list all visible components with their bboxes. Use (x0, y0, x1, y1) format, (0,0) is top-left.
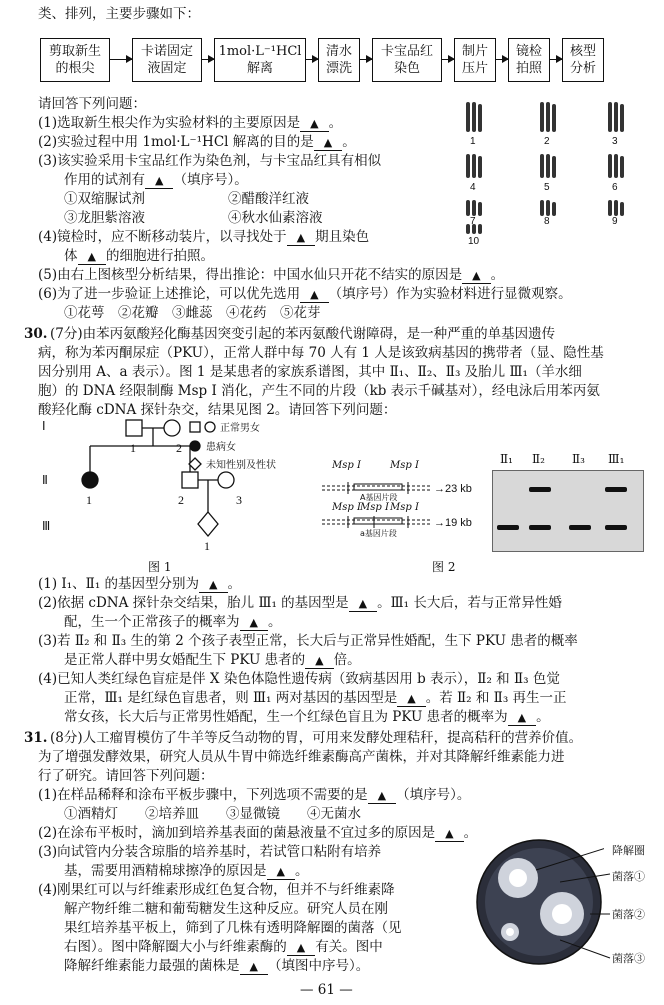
plate-label-zone: 降解圈 (612, 844, 645, 857)
lane-label: Ⅱ₁ (500, 452, 513, 466)
q29-option-3: ③龙胆紫溶液 (64, 210, 145, 226)
generation-label: Ⅱ (42, 473, 48, 487)
individual-id: 2 (178, 493, 184, 507)
q29-prompt: 请回答下列问题： (38, 96, 146, 112)
flow-arrow (360, 59, 372, 60)
gel-band-19kb (497, 525, 519, 530)
answer-blank: ▲ (240, 615, 268, 631)
lane-label: Ⅱ₃ (572, 452, 585, 466)
q29-item-1: (1)选取新生根尖作为实验材料的主要原因是 ▲ 。 (38, 115, 343, 131)
q31-q1: (1)在样品稀释和涂布平板步骤中，下列选项不需要的是 ▲ （填序号）。 (38, 787, 471, 803)
plate-label-colony-3: 菌落③ (612, 952, 645, 965)
chromosome-label: 2 (544, 136, 550, 147)
gel-band-23kb (529, 487, 551, 492)
gel-panel (492, 470, 644, 552)
restriction-map (318, 448, 488, 548)
generation-label: Ⅰ (42, 419, 46, 433)
answer-blank: ▲ (305, 653, 333, 669)
q29-option-1: ①双缩脲试剂 (64, 191, 145, 207)
answer-blank: ▲ (397, 691, 425, 707)
flow-step-7: 镜检 拍照 (508, 38, 550, 82)
gel-band-19kb (569, 525, 591, 530)
pedigree-figure (40, 416, 310, 556)
flow-step-6: 制片 压片 (454, 38, 496, 82)
q31-q4: (4)刚果红可以与纤维素形成红色复合物，但并不与纤维素降 (38, 882, 395, 898)
q31-q3b: 基，需要用酒精棉球擦净的原因是 ▲ 。 (64, 863, 309, 879)
answer-blank: ▲ (287, 940, 315, 956)
individual-id: 1 (86, 493, 92, 507)
answer-blank: ▲ (240, 959, 268, 975)
generation-label: Ⅲ (42, 519, 51, 533)
q30-number: 30. (24, 326, 48, 342)
size-23kb: →23 kb (434, 483, 472, 495)
answer-blank: ▲ (78, 249, 106, 265)
answer-blank: ▲ (314, 135, 342, 151)
q31-q4d: 右图）。图中降解圈大小与纤维素酶的 ▲ 有关。图中 (64, 939, 383, 955)
answer-blank: ▲ (267, 864, 295, 880)
q31-q4b: 解产物纤维二糖和葡萄糖发生这种反应。研究人员在刚 (64, 901, 388, 917)
flow-arrow (442, 59, 454, 60)
answer-blank: ▲ (349, 596, 377, 612)
q31-line-1: (8分)人工瘤胃模仿了牛羊等反刍动物的胃，可用来发酵处理秸秆，提高秸秆的营养价值。 (50, 730, 583, 746)
answer-blank: ▲ (300, 287, 328, 303)
q29-item-2: (2)实验过程中用 1mol·L⁻¹HCl 解离的目的是 ▲ 。 (38, 134, 356, 150)
answer-blank: ▲ (199, 577, 227, 593)
q29-option-2: ②醋酸洋红液 (228, 191, 309, 207)
chromosome-label: 9 (612, 216, 618, 227)
q30-q1: (1) Ⅰ₁、Ⅱ₁ 的基因型分别为 ▲ 。 (38, 576, 242, 592)
chromosome-label: 3 (612, 136, 618, 147)
answer-blank: ▲ (368, 788, 396, 804)
flow-arrow (110, 59, 132, 60)
answer-blank: ▲ (508, 710, 536, 726)
chromosome-label: 4 (470, 182, 476, 193)
q30-q4: (4)已知人类红绿色盲症是伴 X 染色体隐性遗传病（致病基因用 b 表示），Ⅱ₂ 和 Ⅱ₃ 色觉 (38, 671, 560, 687)
plate-pointers (560, 834, 660, 974)
individual-id: 3 (236, 493, 242, 507)
q30-line-3: 因分别用 A、a 表示）。图 1 是某患者的家族系谱图，其中 Ⅱ₁、Ⅱ₂、Ⅱ₃ 及胎儿 Ⅲ₁（羊水细 (38, 364, 582, 380)
plate-label-colony-1: 菌落① (612, 870, 645, 883)
chromosome-label: 10 (468, 236, 480, 246)
answer-blank: ▲ (462, 268, 490, 284)
page-number: — 61 — (300, 982, 353, 998)
q31-number: 31. (24, 730, 48, 746)
q30-line-2: 病，称为苯丙酮尿症（PKU），正常人群中每 70 人有 1 人是该致病基因的携带者（显、隐性基 (38, 345, 604, 361)
q29-item-3b: 作用的试剂有 ▲ （填序号）。 (64, 172, 248, 188)
answer-blank: ▲ (300, 116, 328, 132)
chromosome-label: 6 (612, 182, 618, 193)
q30-q4c: 常女孩，长大后与正常男性婚配，生一个红绿色盲且为 PKU 患者的概率为 ▲ 。 (64, 709, 550, 725)
flow-step-3: 1mol·L⁻¹HCl 解离 (214, 38, 306, 82)
flow-step-4: 清水 漂洗 (318, 38, 360, 82)
q31-line-2: 为了增强发酵效果，研究人员从牛胃中筛选纤维素酶高产菌株，并对其降解纤维素能力进 (38, 749, 565, 765)
legend-label: 患病女 (206, 442, 236, 453)
lane-label: Ⅱ₂ (532, 452, 545, 466)
gel-band-19kb (529, 525, 551, 530)
q30-line-5: 酸羟化酶 cDNA 探针杂交，结果见图 2。请回答下列问题： (38, 402, 397, 418)
chromosome-label: 5 (544, 182, 550, 193)
size-19kb: →19 kb (434, 517, 472, 529)
legend-label: 未知性别及性状 (206, 460, 276, 471)
gel-band-23kb (605, 487, 627, 492)
fragment-label: a基因片段 (360, 529, 397, 538)
msp-site-label: Msp Ⅰ (390, 502, 419, 513)
flow-arrow (306, 59, 318, 60)
msp-site-label: Msp Ⅰ (360, 502, 389, 513)
legend-label: 正常男女 (220, 423, 260, 434)
fragment-label: A基因片段 (360, 493, 398, 502)
flow-arrow (496, 59, 508, 60)
lane-label: Ⅲ₁ (608, 452, 625, 466)
q30-q2: (2)依据 cDNA 探针杂交结果，胎儿 Ⅲ₁ 的基因型是 ▲ 。Ⅲ₁ 长大后，若与正常异性婚 (38, 595, 562, 611)
intro-text: 类、排列，主要步骤如下： (38, 6, 200, 22)
individual-id: 1 (204, 539, 210, 553)
msp-site-label: Msp Ⅰ (332, 460, 361, 471)
individual-id: 1 (130, 441, 136, 455)
answer-blank: ▲ (435, 826, 463, 842)
q30-q2b: 配，生一个正常孩子的概率为 ▲ 。 (64, 614, 282, 630)
q29-item-4: (4)镜检时，应不断移动装片，以寻找处于 ▲ 期且染色 (38, 229, 370, 245)
msp-site-label: Msp Ⅰ (390, 460, 419, 471)
answer-blank: ▲ (287, 230, 315, 246)
fig2-caption: 图 2 (432, 560, 456, 574)
q30-q4b: 正常，Ⅲ₁ 是红绿色盲患者，则 Ⅲ₁ 两对基因的基因型是 ▲ 。若 Ⅱ₂ 和 Ⅱ₃ 再生一正 (64, 690, 567, 706)
flow-arrow (550, 59, 562, 60)
flow-arrow (202, 59, 214, 60)
flow-step-2: 卡诺固定 液固定 (132, 38, 202, 82)
q29-item-5: (5)由右上图核型分析结果，得出推论：中国水仙只开花不结实的原因是 ▲ 。 (38, 267, 505, 283)
chromosome-label: 1 (470, 136, 476, 147)
q30-q3: (3)若 Ⅱ₂ 和 Ⅱ₃ 生的第 2 个孩子表型正常，长大后与正常异性婚配，生下 PKU 患者的概率 (38, 633, 578, 649)
q30-q3b: 是正常人群中男女婚配生下 PKU 患者的 ▲ 倍。 (64, 652, 361, 668)
q29-item-6: (6)为了进一步验证上述推论，可以优先选用 ▲ （填序号）作为实验材料进行显微观察。 (38, 286, 572, 302)
gel-band-19kb (605, 525, 627, 530)
flow-step-5: 卡宝品红 染色 (372, 38, 442, 82)
q29-item-4b: 体 ▲ 的细胞进行拍照。 (64, 248, 214, 264)
q31-line-3: 行了研究。请回答下列问题： (38, 768, 214, 784)
individual-id: 2 (176, 441, 182, 455)
q31-q1-options: ①酒精灯 ②培养皿 ③显微镜 ④无菌水 (64, 806, 361, 822)
q31-q3: (3)向试管内分装含琼脂的培养基时，若试管口粘附有培养 (38, 844, 382, 860)
answer-blank: ▲ (145, 173, 173, 189)
q29-option-4: ④秋水仙素溶液 (228, 210, 323, 226)
q30-line-4: 胞）的 DNA 经限制酶 Msp Ⅰ 消化，产生不同的片段（kb 表示千碱基对），经电泳后用苯丙氨 (38, 383, 600, 399)
chromosome-label: 8 (544, 216, 550, 227)
chromosome-label: 7 (470, 216, 476, 227)
q31-q4c: 果红培养基平板上，筛到了几株有透明降解圈的菌落（见 (64, 920, 402, 936)
msp-site-label: Msp Ⅰ (332, 502, 361, 513)
q30-line-1: (7分)由苯丙氨酸羟化酶基因突变引起的苯丙氨酸代谢障碍，是一种严重的单基因遗传 (50, 326, 556, 342)
plate-label-colony-2: 菌落② (612, 908, 645, 921)
q31-q2: (2)在涂布平板时，滴加到培养基表面的菌悬液量不宜过多的原因是 ▲ 。 (38, 825, 478, 841)
karyotype-figure (456, 96, 652, 246)
flow-step-8: 核型 分析 (562, 38, 604, 82)
flow-step-1: 剪取新生 的根尖 (40, 38, 110, 82)
q29-item-3: (3)该实验采用卡宝品红作为染色剂，与卡宝品红具有相似 (38, 153, 382, 169)
q31-q4e: 降解纤维素能力最强的菌株是 ▲ （填图中序号）。 (64, 958, 370, 974)
fig1-caption: 图 1 (148, 560, 172, 574)
q29-item-6-options: ①花萼 ②花瓣 ③雌蕊 ④花药 ⑤花芽 (64, 305, 321, 321)
